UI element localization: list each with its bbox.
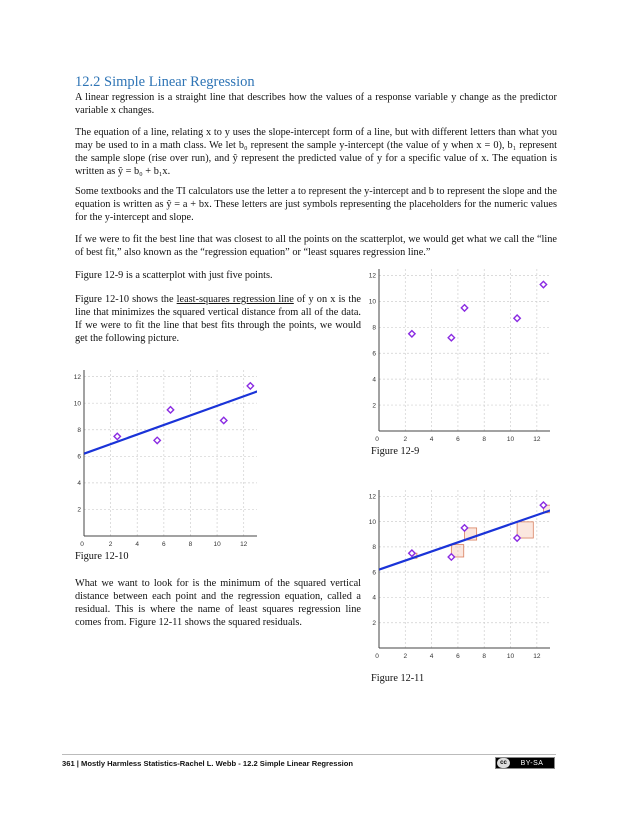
x-tick-label: 12 (533, 436, 541, 443)
residual-square (517, 522, 533, 538)
data-point (154, 437, 160, 443)
x-tick-label: 0 (80, 541, 84, 548)
footer-divider (62, 754, 556, 755)
lsrl-link[interactable]: least-squares regression line (176, 294, 294, 305)
y-tick-label: 6 (77, 453, 81, 461)
x-tick-label: 8 (482, 653, 487, 660)
x-tick-label: 12 (240, 541, 248, 548)
x-tick-label: 6 (162, 541, 166, 548)
x-tick-label: 6 (456, 653, 460, 660)
data-point (114, 433, 120, 439)
x-tick-label: 12 (533, 653, 541, 660)
x-tick-label: 0 (375, 653, 379, 660)
caption-fig9: Figure 12-9 (371, 446, 420, 457)
y-tick-label: 10 (368, 298, 376, 306)
lsrl-text-b: of y on x is the line that minimizes the squared vertical distance from all of the data. If we were to fit the line that best fits through the points, we would get the following picture. (75, 294, 361, 344)
x-tick-label: 6 (456, 436, 460, 443)
y-tick-label: 6 (372, 569, 376, 577)
y-tick-label: 2 (372, 619, 376, 627)
paragraph-equation: The equation of a line, relating x to y uses the slope-intercept form of a line, but with different letters than what you may be used to in a math class. We let b₀ represent the sample y-intercept (the value of y when x = 0), b₁ represent the sample slope (rise over run), and ŷ represent the predicted value of y for a specific value of x. The equation is written as ŷ = b₀ + b₁x. (75, 127, 557, 177)
x-tick-label: 10 (213, 541, 221, 548)
page-footer: 361 | Mostly Harmless Statistics-Rachel L. Webb - 12.2 Simple Linear Regression (62, 759, 354, 768)
data-point (540, 281, 546, 287)
paragraph-lsrl (75, 293, 361, 345)
y-tick-label: 12 (368, 493, 376, 501)
x-tick-label: 10 (506, 436, 515, 443)
y-tick-label: 8 (372, 544, 376, 552)
section-title: 12.2 Simple Linear Regression (75, 74, 255, 90)
y-tick-label: 8 (372, 324, 376, 332)
paragraph-ti-notation: Some textbooks and the TI calculators use the letter a to represent the y-intercept and b to represent the slope and the equation is written as ŷ = a + bx. These letters are just symbols representing the placeholders for the numeric values for the y-intercept and slope. (75, 186, 557, 223)
x-tick-label: 2 (403, 436, 408, 443)
data-point (461, 305, 467, 311)
data-point (221, 417, 227, 423)
y-tick-label: 4 (372, 594, 376, 602)
paragraph-intro: A linear regression is a straight line that describes how the values of a response variable y change as the predictor variable x changes. (75, 92, 557, 116)
caption-fig10: Figure 12-10 (75, 551, 129, 562)
x-tick-label: 0 (375, 436, 379, 443)
data-point (247, 383, 253, 389)
data-point (409, 331, 415, 337)
lsrl-text-a: Figure 12-10 shows the (75, 294, 177, 305)
y-tick-label: 8 (77, 426, 81, 434)
x-tick-label: 4 (429, 653, 434, 660)
y-tick-label: 2 (372, 402, 376, 410)
cc-license-badge[interactable] (495, 757, 555, 769)
y-tick-label: 12 (73, 373, 81, 381)
y-tick-label: 2 (77, 506, 81, 514)
x-tick-label: 2 (403, 653, 408, 660)
scatterplot-fig11 (368, 486, 556, 662)
data-point (448, 334, 454, 340)
x-tick-label: 4 (429, 436, 434, 443)
license-label: BY-SA (520, 759, 544, 767)
x-tick-label: 8 (188, 541, 193, 548)
y-tick-label: 10 (368, 518, 376, 526)
x-tick-label: 10 (506, 653, 515, 660)
x-tick-label: 2 (108, 541, 113, 548)
y-tick-label: 4 (77, 480, 81, 488)
x-tick-label: 8 (482, 436, 487, 443)
x-tick-label: 4 (135, 541, 140, 548)
creative-commons-icon: cc (497, 758, 510, 768)
paragraph-best-fit: If we were to fit the best line that was closest to all the points on the scatterplot, we would get what we call the “line of best fit,” also known as the “regression equation” or “least squares regression line.” (75, 234, 557, 258)
data-point (167, 407, 173, 413)
y-tick-label: 6 (372, 350, 376, 358)
y-tick-label: 12 (368, 272, 376, 280)
data-point (514, 315, 520, 321)
y-tick-label: 4 (372, 376, 376, 384)
scatterplot-fig9 (368, 265, 556, 445)
y-tick-label: 10 (73, 400, 81, 408)
scatterplot-fig10 (73, 366, 263, 550)
caption-fig11: Figure 12-11 (371, 673, 425, 684)
paragraph-fig9-intro: Figure 12-9 is a scatterplot with just five points. (75, 270, 273, 281)
paragraph-residuals: What we want to look for is the minimum of the squared vertical distance between each point and the regression equation, called a residual. This is where the name of least squares regression line comes from. Figure 12-11 shows the squared residuals. (75, 578, 361, 628)
